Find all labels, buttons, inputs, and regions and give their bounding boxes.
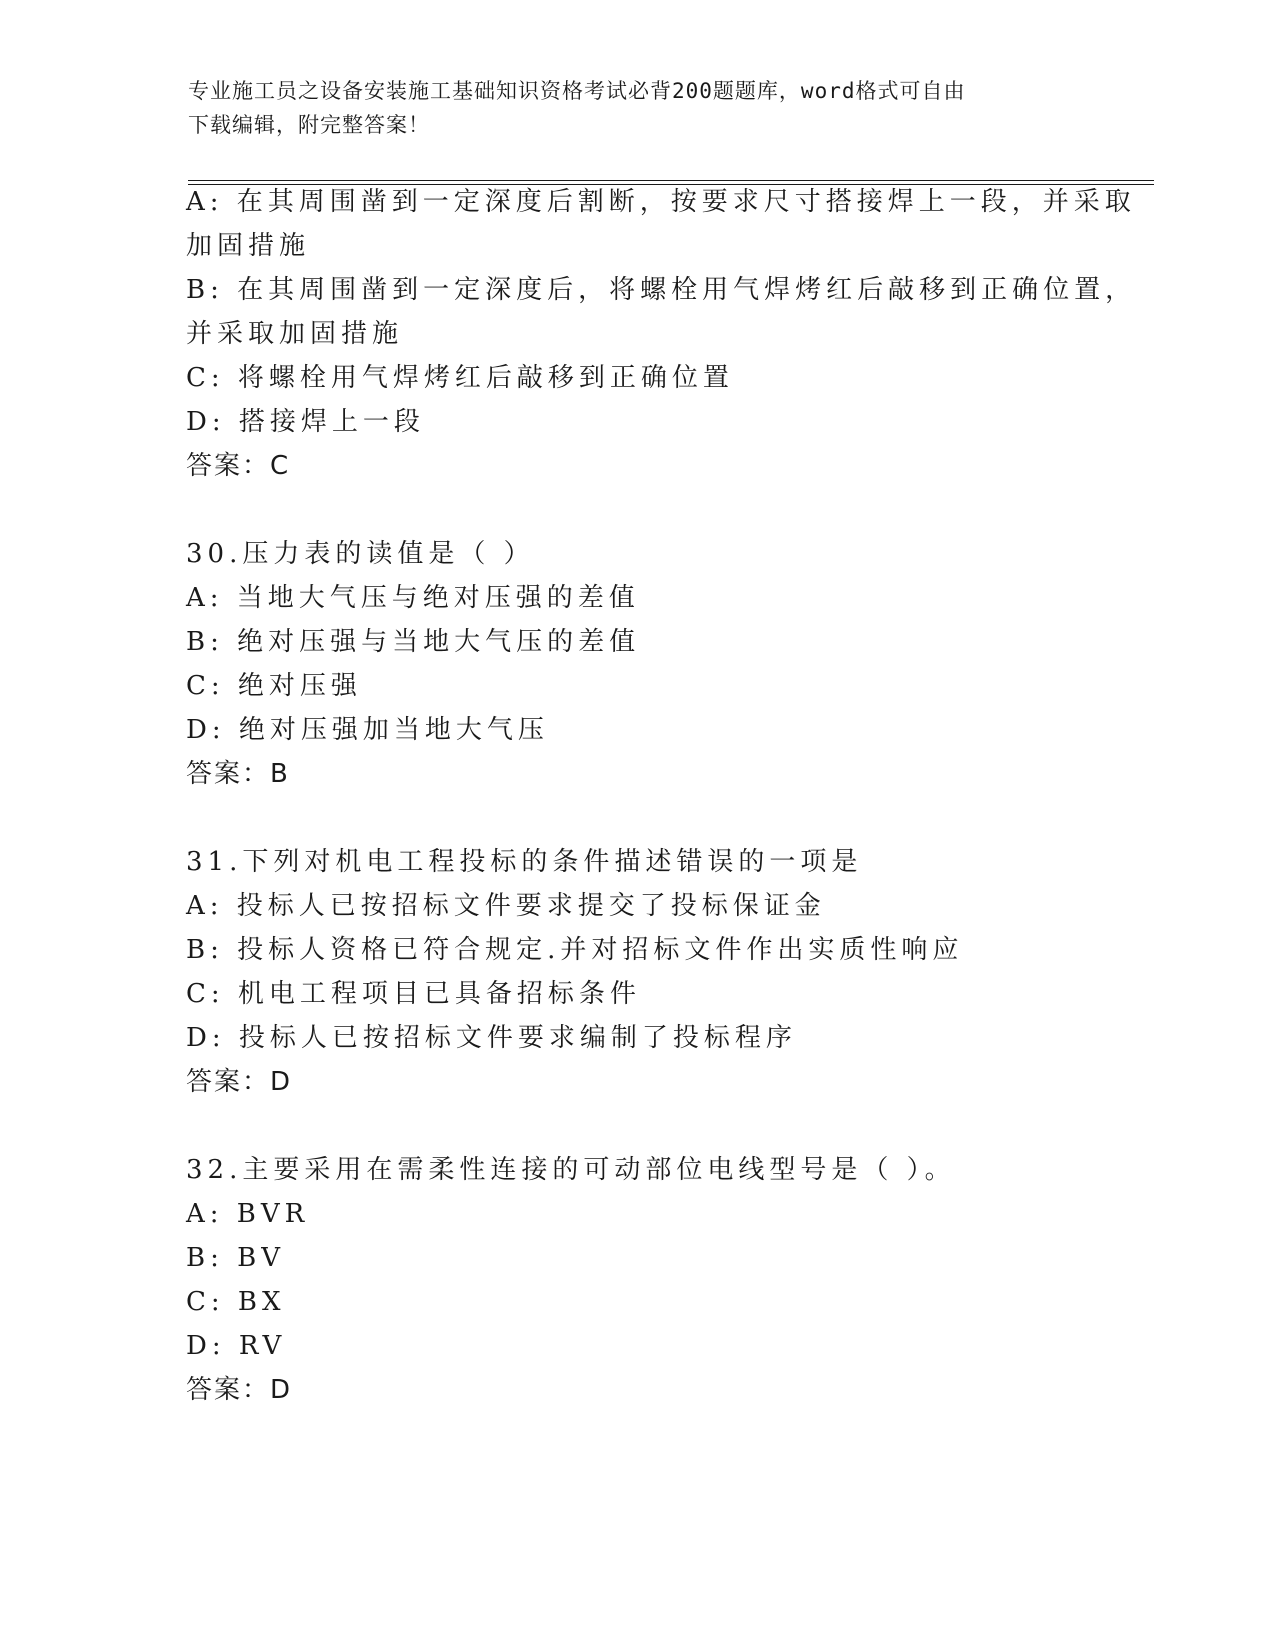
q31-option-b: B: 投标人资格已符合规定.并对招标文件作出实质性响应 xyxy=(186,935,964,965)
q29-option-d: D: 搭接焊上一段 xyxy=(186,407,425,437)
q31-question: 31.下列对机电工程投标的条件描述错误的一项是 xyxy=(186,847,863,877)
q30-option-b: B: 绝对压强与当地大气压的差值 xyxy=(186,627,641,657)
q29-answer: 答案：C xyxy=(186,451,291,481)
q32-answer: 答案：D xyxy=(186,1375,293,1405)
q30-option-c: C: 绝对压强 xyxy=(186,671,362,701)
q32-option-b: B: BV xyxy=(186,1243,286,1273)
q32-question: 32.主要采用在需柔性连接的可动部位电线型号是（ ）。 xyxy=(186,1155,956,1185)
header-line-1: 专业施工员之设备安装施工基础知识资格考试必背200题题库，word格式可自由 xyxy=(188,79,966,103)
header-line-2: 下载编辑，附完整答案！ xyxy=(188,113,430,137)
q31-answer: 答案：D xyxy=(186,1067,293,1097)
q32-option-a: A: BVR xyxy=(186,1199,310,1229)
q30-answer: 答案：B xyxy=(186,759,290,789)
document-header xyxy=(188,74,1088,142)
q29-option-b-line-2: 并采取加固措施 xyxy=(186,319,404,349)
q31-option-d: D: 投标人已按招标文件要求编制了投标程序 xyxy=(186,1023,797,1053)
q30-question: 30.压力表的读值是（ ） xyxy=(186,539,535,569)
q29-option-a-line-2: 加固措施 xyxy=(186,231,311,261)
q31-option-a: A: 投标人已按招标文件要求提交了投标保证金 xyxy=(186,891,826,921)
q29-option-a-line-1: A: 在其周围凿到一定深度后割断，按要求尺寸搭接焊上一段，并采取 xyxy=(186,187,1136,217)
q32-option-d: D: RV xyxy=(186,1331,287,1361)
q30-option-d: D: 绝对压强加当地大气压 xyxy=(186,715,549,745)
q29-option-b-line-1: B: 在其周围凿到一定深度后，将螺栓用气焊烤红后敲移到正确位置， xyxy=(186,275,1137,305)
q30-option-a: A: 当地大气压与绝对压强的差值 xyxy=(186,583,640,613)
q32-option-c: C: BX xyxy=(186,1287,286,1317)
q29-option-c: C: 将螺栓用气焊烤红后敲移到正确位置 xyxy=(186,363,734,393)
q31-option-c: C: 机电工程项目已具备招标条件 xyxy=(186,979,641,1009)
